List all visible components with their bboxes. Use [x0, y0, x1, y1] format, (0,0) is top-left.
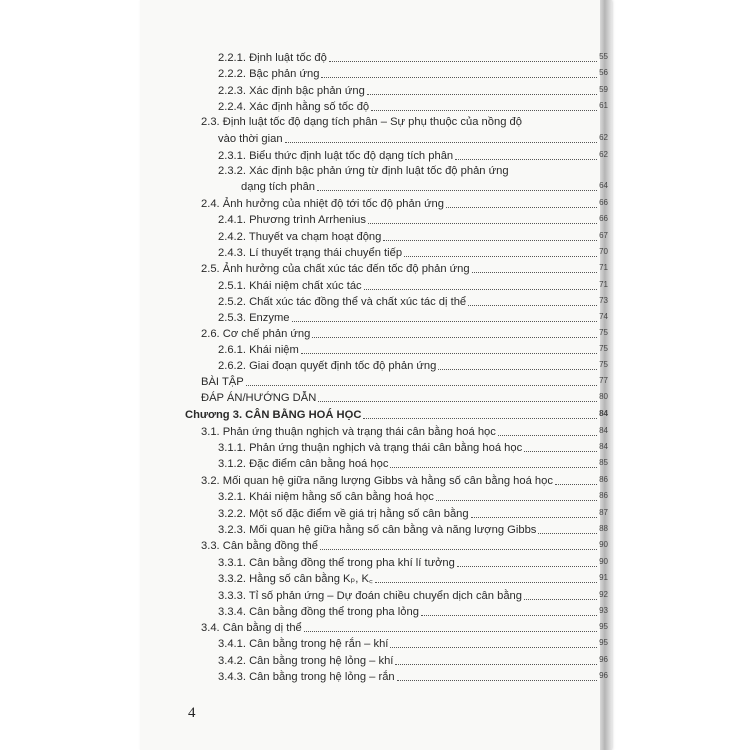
toc-entry-title: 2.3.1. Biểu thức định luật tốc độ dạng tích phân — [218, 150, 454, 162]
toc-entry — [241, 179, 608, 194]
toc-entry — [218, 588, 608, 603]
toc-entry — [201, 261, 608, 276]
toc-entry-page: 86 — [599, 475, 608, 484]
toc-entry-title: 2.6.1. Khái niệm — [218, 344, 299, 356]
toc-entry-title: 2.4.1. Phương trình Arrhenius — [218, 214, 366, 226]
toc-entry — [218, 636, 608, 651]
toc-entry-title: 2.2.3. Xác định bậc phản ứng — [218, 85, 365, 97]
dot-leader — [471, 517, 597, 518]
dot-leader — [498, 435, 597, 436]
toc-entry-page: 66 — [599, 214, 608, 223]
toc-entry-title: 2.6.2. Giai đoạn quyết định tốc độ phản ứng — [218, 360, 437, 372]
toc-entry-page: 75 — [599, 344, 608, 353]
toc-entry-title: 2.5. Ảnh hưởng của chất xúc tác đến tốc độ phản ứng — [201, 263, 470, 275]
toc-entry-title: 3.3.4. Cân bằng đồng thể trong pha lỏng — [218, 606, 419, 618]
dot-leader — [292, 321, 598, 322]
toc-entry — [201, 390, 608, 405]
toc-entry — [218, 653, 608, 668]
toc-entry-page: 77 — [599, 376, 608, 385]
toc-entry — [218, 66, 608, 81]
toc-entry — [218, 669, 608, 684]
toc-entry-page: 84 — [599, 409, 608, 418]
toc-entry — [218, 50, 608, 65]
toc-entry-page: 71 — [599, 263, 608, 272]
toc-entry-page: 56 — [599, 68, 608, 77]
toc-entry-page: 80 — [599, 392, 608, 401]
dot-leader — [318, 401, 597, 402]
toc-entry — [218, 310, 608, 325]
dot-leader — [524, 451, 597, 452]
dot-leader — [301, 353, 597, 354]
toc-entry-page: 85 — [599, 458, 608, 467]
toc-entry — [218, 358, 608, 373]
toc-entry — [218, 131, 608, 146]
toc-entry — [201, 374, 608, 389]
toc-entry-title: 3.4. Cân bằng dị thể — [201, 622, 302, 634]
dot-leader — [457, 566, 597, 567]
toc-entry — [218, 212, 608, 227]
toc-entry — [218, 342, 608, 357]
toc-entry — [201, 473, 608, 488]
toc-entry — [201, 424, 608, 439]
dot-leader — [404, 256, 597, 257]
dot-leader — [363, 418, 597, 419]
toc-entry-page: 75 — [599, 328, 608, 337]
toc-entry-title: 3.2.2. Một số đặc điểm về giá trị hằng số cân bằng — [218, 508, 469, 520]
toc-entry-title: 2.5.1. Khái niệm chất xúc tác — [218, 280, 362, 292]
toc-entry — [201, 326, 608, 341]
toc-entry-title: 2.4. Ảnh hưởng của nhiệt độ tới tốc độ phản ứng — [201, 198, 445, 210]
toc-entry-title: 3.1.2. Đặc điểm cân bằng hoá học — [218, 458, 389, 470]
toc-entry-page: 84 — [599, 426, 608, 435]
toc-entry-title: 2.2.1. Định luật tốc độ — [218, 52, 327, 64]
toc-entry-title: 3.3. Cân bằng đồng thể — [201, 540, 318, 552]
toc-entry-page: 92 — [599, 590, 608, 599]
dot-leader — [455, 159, 597, 160]
toc-entry — [218, 555, 608, 570]
toc-entry-title: 2.3. Định luật tốc độ dạng tích phân – Sự phụ thuộc của nồng độ — [201, 116, 522, 128]
toc-entry-page: 91 — [599, 573, 608, 582]
toc-entry-page: 73 — [599, 296, 608, 305]
toc-entry-title: BÀI TẬP — [201, 376, 244, 388]
toc-entry-page: 96 — [599, 671, 608, 680]
toc-entry-page: 70 — [599, 247, 608, 256]
toc-entry — [218, 148, 608, 163]
toc-entry — [218, 506, 608, 521]
toc-entry-page: 61 — [599, 101, 608, 110]
dot-leader — [438, 369, 597, 370]
toc-entry-title: 3.2. Mối quan hệ giữa năng lượng Gibbs và hằng số cân bằng hoá học — [201, 475, 553, 487]
toc-entry — [218, 99, 608, 114]
toc-entry — [218, 489, 608, 504]
toc-entry-page: 90 — [599, 540, 608, 549]
dot-leader — [317, 190, 597, 191]
dot-leader — [312, 337, 597, 338]
toc-entry-page: 96 — [599, 655, 608, 664]
toc-entry-page: 93 — [599, 606, 608, 615]
toc-entry-title: 2.5.2. Chất xúc tác đồng thể và chất xúc tác dị thể — [218, 296, 467, 308]
dot-leader — [285, 142, 598, 143]
toc-entry — [218, 456, 608, 471]
dot-leader — [371, 110, 597, 111]
dot-leader — [524, 599, 597, 600]
toc-entry — [218, 229, 608, 244]
toc-entry — [218, 278, 608, 293]
toc-entry-page: 74 — [599, 312, 608, 321]
toc-entry-title: 2.2.4. Xác định hằng số tốc độ — [218, 101, 370, 113]
toc-entry-title: 3.1. Phản ứng thuận nghịch và trạng thái cân bằng hoá học — [201, 426, 496, 438]
toc-entry-page: 95 — [599, 622, 608, 631]
toc-entry — [218, 83, 608, 98]
toc-entry-page: 55 — [599, 52, 608, 61]
dot-leader — [383, 240, 597, 241]
toc-entry-title: 3.4.3. Cân bằng trong hệ lỏng – rắn — [218, 671, 395, 683]
toc-entry-title: dạng tích phân — [241, 181, 316, 193]
toc-entry-title: 3.3.3. Tỉ số phản ứng – Dự đoán chiều chuyển dịch cân bằng — [218, 590, 522, 602]
toc-entry-title: 3.3.2. Hằng số cân bằng Kₚ, K꜀ — [218, 573, 373, 585]
toc-entry-title: 3.2.3. Mối quan hệ giữa hằng số cân bằng và năng lượng Gibbs — [218, 524, 537, 536]
dot-leader — [304, 631, 597, 632]
toc-entry-title: 2.2.2. Bậc phản ứng — [218, 68, 320, 80]
dot-leader — [436, 500, 597, 501]
toc-entry-title: 2.5.3. Enzyme — [218, 312, 290, 324]
toc-entry-page: 62 — [599, 133, 608, 142]
toc-entry — [201, 196, 608, 211]
toc-entry — [218, 522, 608, 537]
dot-leader — [364, 289, 597, 290]
dot-leader — [246, 385, 597, 386]
dot-leader — [472, 272, 597, 273]
dot-leader — [468, 305, 597, 306]
toc-entry — [201, 620, 608, 635]
dot-leader — [367, 94, 597, 95]
toc-entry-title: 2.3.2. Xác định bậc phản ứng từ định luật tốc độ phản ứng — [218, 165, 509, 177]
dot-leader — [321, 77, 597, 78]
toc-entry-title: 3.2.1. Khái niệm hằng số cân bằng hoá học — [218, 491, 434, 503]
toc-entry-title: 3.4.1. Cân bằng trong hệ rắn – khí — [218, 638, 389, 650]
dot-leader — [421, 615, 597, 616]
toc-entry — [201, 538, 608, 553]
toc-entry-title: 2.4.3. Lí thuyết trạng thái chuyển tiếp — [218, 247, 403, 259]
toc-entry — [218, 571, 608, 586]
toc-entry-page: 88 — [599, 524, 608, 533]
dot-leader — [390, 467, 597, 468]
toc-entry — [218, 245, 608, 260]
toc-entry — [218, 604, 608, 619]
toc-entry-title: 3.3.1. Cân bằng đồng thể trong pha khí lí tưởng — [218, 557, 455, 569]
dot-leader — [368, 223, 597, 224]
toc-entry-title: 2.6. Cơ chế phản ứng — [201, 328, 311, 340]
toc-entry — [218, 440, 608, 455]
dot-leader — [375, 582, 597, 583]
toc-entry-title: 2.4.2. Thuyết va chạm hoạt động — [218, 231, 382, 243]
toc-entry-page: 62 — [599, 150, 608, 159]
toc-entry-title: 3.4.2. Cân bằng trong hệ lỏng – khí — [218, 655, 394, 667]
dot-leader — [397, 680, 597, 681]
toc-entry-page: 90 — [599, 557, 608, 566]
toc-entry-page: 75 — [599, 360, 608, 369]
toc-entry-page: 64 — [599, 181, 608, 190]
toc-entry-title: ĐÁP ÁN/HƯỚNG DẪN — [201, 392, 317, 404]
dot-leader — [446, 207, 597, 208]
toc-entry-title: Chương 3. CÂN BẰNG HOÁ HỌC — [185, 409, 362, 421]
toc-entry-page: 66 — [599, 198, 608, 207]
toc-entry-page: 84 — [599, 442, 608, 451]
toc-entry-page: 59 — [599, 85, 608, 94]
dot-leader — [329, 61, 597, 62]
dot-leader — [555, 484, 597, 485]
page-number: 4 — [188, 705, 196, 721]
dot-leader — [320, 549, 597, 550]
toc-entry — [218, 294, 608, 309]
toc-entry-page: 86 — [599, 491, 608, 500]
dot-leader — [538, 533, 597, 534]
toc-entry-page: 87 — [599, 508, 608, 517]
dot-leader — [390, 647, 597, 648]
toc-entry-title: 3.1.1. Phản ứng thuận nghịch và trạng thái cân bằng hoá học — [218, 442, 523, 454]
toc-chapter-entry — [185, 407, 608, 422]
toc-entry-page: 67 — [599, 231, 608, 240]
toc-entry-page: 71 — [599, 280, 608, 289]
dot-leader — [395, 664, 597, 665]
toc-entry-title: vào thời gian — [218, 133, 283, 145]
toc-entry-page: 95 — [599, 638, 608, 647]
